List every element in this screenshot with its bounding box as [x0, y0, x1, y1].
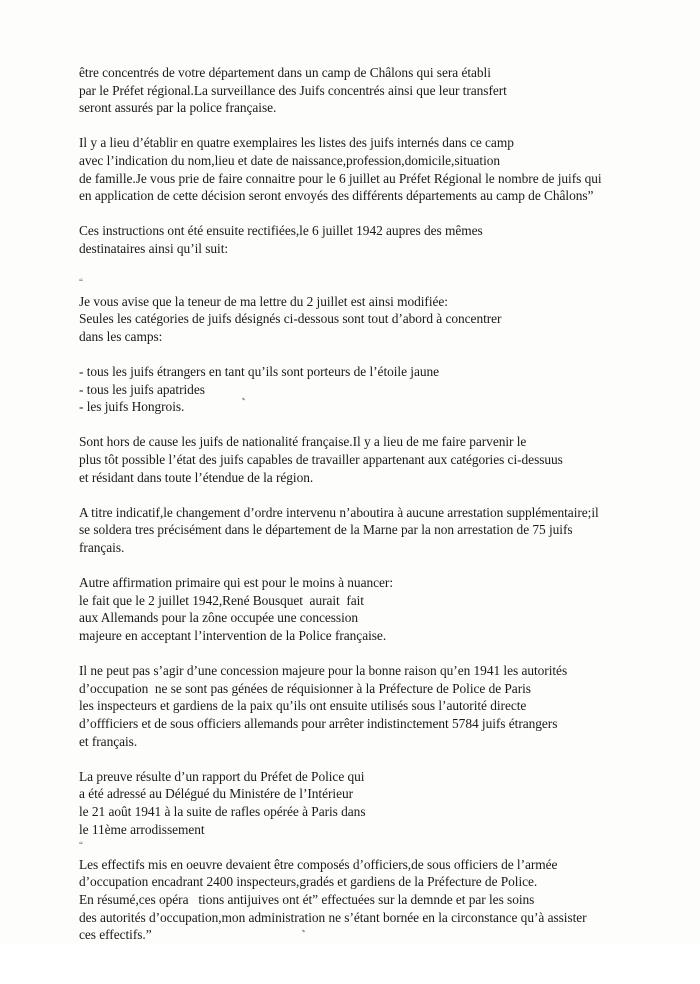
text-line: et français. — [79, 733, 138, 749]
text-line: aux Allemands pour la zône occupée une concession — [79, 610, 359, 626]
paragraph-gap — [79, 117, 694, 135]
text-line: d’offficiers et de sous officiers allemands pour arrêter indistinctement 5784 juifs étrangers — [79, 715, 558, 731]
paragraph-titre-indicatif — [79, 504, 694, 557]
list-item: - tous les juifs étrangers en tant qu’ils sont porteurs de l’étoile jaune — [79, 364, 440, 380]
text-line: Les effectifs mis en oeuvre devaient être composés d’officiers,de sous officiers de l’armée — [79, 856, 558, 872]
text-line: le 11ème arrodissement — [79, 821, 205, 837]
text-line: et résidant dans toute l’étendue de la région. — [79, 469, 314, 485]
text-line: a été adressé au Délégué du Ministére de l’Intérieur — [79, 786, 354, 802]
paragraph-french-nationality — [79, 433, 694, 486]
text-line: par le Préfet régional.La surveillance des Juifs concentrés ainsi que leur transfert — [79, 82, 507, 98]
text-line: La preuve résulte d’un rapport du Préfet de Police qui — [79, 768, 365, 784]
paragraph-effectifs-quote — [79, 856, 694, 944]
text-line: les inspecteurs et gardiens de la paix qu’ils ont ensuite utilisés sous l’autorité directe — [79, 698, 527, 714]
text-line: de famille.Je vous prie de faire connaitre pour le 6 juillet au Préfet Régional le nombre de juifs qui — [79, 170, 602, 186]
paragraph-gap — [79, 416, 694, 434]
page-bottom-margin — [0, 945, 700, 984]
text-line: d’occupation encadrant 2400 inspecteurs,gradés et gardiens de la Préfecture de Police. — [79, 874, 538, 890]
text-line: d’occupation ne se sont pas génées de réquisionner à la Préfecture de Police de Paris — [79, 680, 531, 696]
document-body — [79, 64, 694, 944]
paragraph-gap — [79, 557, 694, 575]
text-line: En résumé,ces opéra tions antijuives ont ét” effectuées sur la demnde et par les soins — [79, 891, 535, 907]
text-line: Sont hors de cause les juifs de nationalité française.Il y a lieu de me faire parvenir le — [79, 434, 527, 450]
paragraph-gap — [79, 750, 694, 768]
list-item: - les juifs Hongrois. — [79, 399, 185, 415]
paragraph-lists-interned — [79, 134, 694, 204]
text-line: en application de cette décision seront envoyés des différents départements au camp de Châlons” — [79, 188, 594, 204]
text-line: Seules les catégories de juifs désignés ci-dessous sont tout d’abord à concentrer — [79, 311, 502, 327]
paragraph-affirmation-primaire — [79, 574, 694, 644]
paragraph-gap — [79, 205, 694, 223]
text-line: le 21 août 1941 à la suite de rafles opérée à Paris dans — [79, 803, 366, 819]
text-line: Je vous avise que la teneur de ma lettre du 2 juillet est ainsi modifiée: — [79, 293, 448, 309]
paragraph-concession-majeure — [79, 662, 694, 750]
text-line: A titre indicatif,le changement d’ordre intervenu n’aboutira à aucune arrestation supplémentaire;il — [79, 504, 599, 520]
paragraph-gap — [79, 645, 694, 663]
text-line: être concentrés de votre département dans un camp de Châlons qui sera établi — [79, 65, 491, 80]
text-line: dans les camps: — [79, 328, 163, 344]
text-line: plus tôt possible l’état des juifs capables de travailler appartenant aux catégories ci-dessuus — [79, 452, 563, 468]
categories-list — [79, 363, 694, 416]
text-line: Il ne peut pas s’agir d’une concession majeure pour la bonne raison qu’en 1941 les autorités — [79, 663, 568, 679]
text-line: Il y a lieu d’établir en quatre exemplaires les listes des juifs internés dans ce camp — [79, 135, 514, 151]
text-line: se soldera tres précisément dans le département de la Marne par la non arrestation de 75 juifs — [79, 522, 573, 538]
text-line: majeure en acceptant l’intervention de la Police française. — [79, 628, 387, 643]
text-line: français. — [79, 540, 125, 556]
paragraph-gap — [79, 346, 694, 364]
paragraph-gap — [79, 486, 694, 504]
paragraph-gap — [79, 258, 694, 276]
opening-quote-mark: “ — [79, 277, 83, 288]
paragraph-camp-concentration — [79, 64, 694, 117]
text-line: destinataires ainsi qu’il suit: — [79, 240, 229, 256]
text-line: le fait que le 2 juillet 1942,René Bousquet aurait fait — [79, 592, 364, 608]
paragraph-preuve-rapport — [79, 768, 694, 856]
text-line: Autre affirmation primaire qui est pour le moins à nuancer: — [79, 575, 393, 591]
paragraph-instructions-rectified — [79, 222, 694, 257]
text-line: ces effectifs.” — [79, 927, 152, 943]
list-item: - tous les juifs apatrides — [79, 381, 205, 397]
text-line: des autorités d’occupation,mon administration ne s’étant bornée en la circonstance qu’à assister — [79, 909, 587, 925]
text-line: avec l’indication du nom,lieu et date de naissance,profession,domicile,situation — [79, 152, 501, 168]
paragraph-letter-modified — [79, 275, 694, 345]
text-line: Ces instructions ont été ensuite rectifiées,le 6 juillet 1942 aupres des mêmes — [79, 223, 483, 239]
text-line: seront assurés par la police française. — [79, 100, 277, 116]
opening-quote-mark: “ — [79, 840, 83, 851]
